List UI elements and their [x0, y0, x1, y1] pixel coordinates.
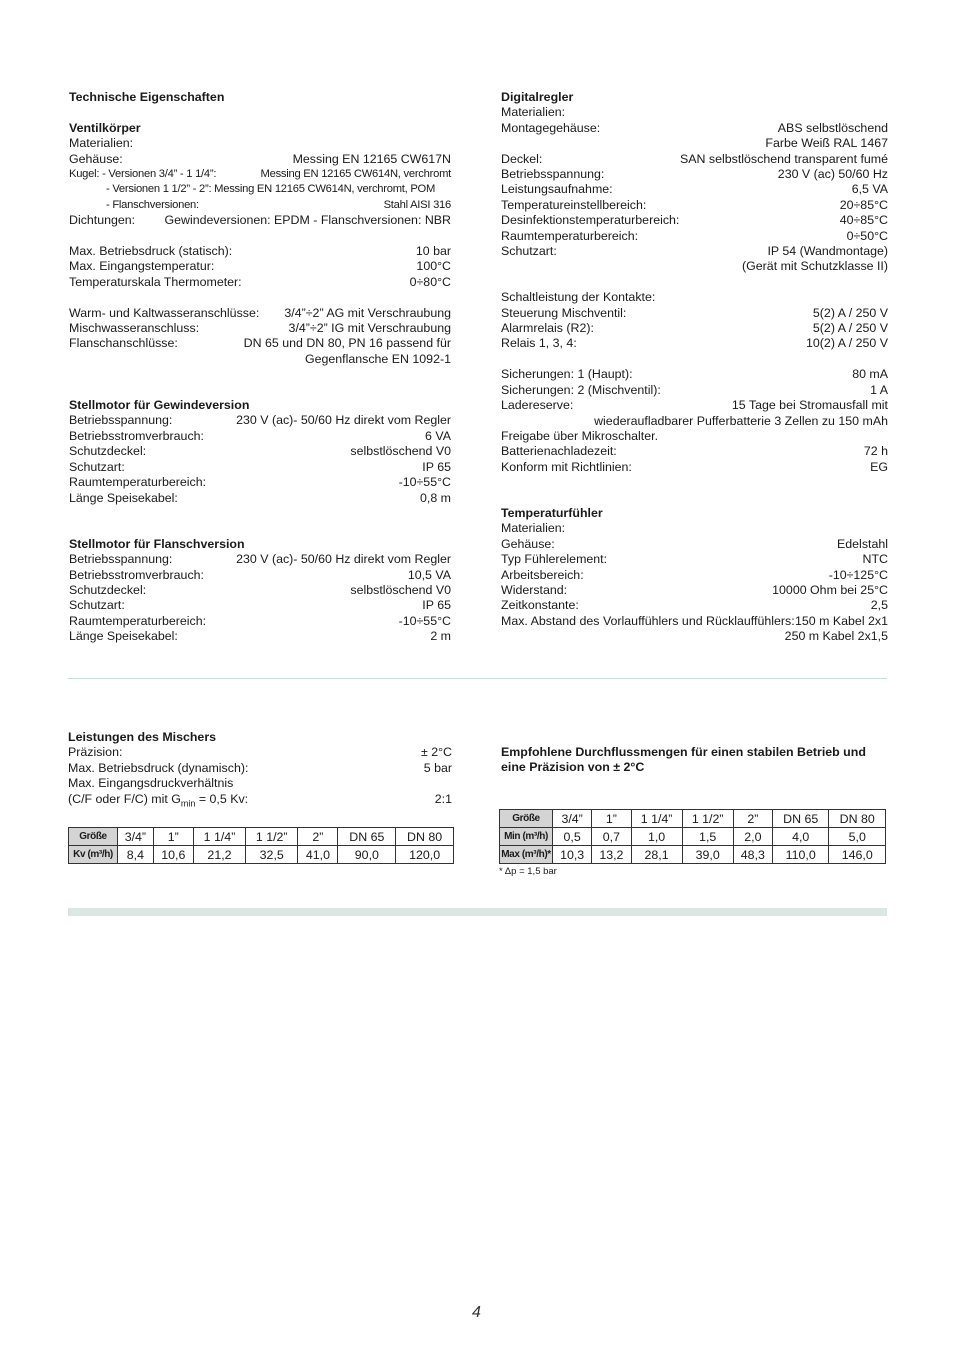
ventil-materials: Materialien:	[69, 136, 134, 151]
spec-continuation: Gegenflansche EN 1092-1	[304, 351, 451, 366]
spec-label: Raumtemperaturbereich:	[501, 228, 639, 243]
spec-row	[69, 598, 451, 613]
spec-label: Schutzart:	[69, 459, 125, 474]
spec-row: Montagegehäuse: ABS selbstlöschend	[501, 120, 888, 135]
table-cell: 5,0	[829, 828, 886, 846]
spec-value: IP 65	[422, 598, 451, 613]
spec-row	[501, 568, 888, 583]
regler-materials: Materialien:	[501, 105, 566, 120]
table-row	[500, 846, 886, 864]
table-cell: 28,1	[631, 846, 682, 864]
spec-label: Schutzart:	[69, 598, 125, 613]
spec-row	[69, 629, 451, 644]
spec-label: Widerstand:	[501, 582, 568, 597]
spec-value: 230 V (ac)- 50/60 Hz direkt vom Regler	[236, 413, 451, 428]
table-cell: 1 1/4”	[193, 828, 245, 846]
spec-label: Leistungsaufnahme:	[501, 182, 613, 197]
spec-row	[69, 491, 451, 506]
regler-rows	[501, 306, 888, 352]
table-cell: DN 65	[772, 810, 828, 828]
spec-row	[69, 444, 451, 459]
spec-row	[501, 383, 888, 398]
table-cell: 120,0	[396, 846, 454, 864]
spec-row: Warm- und Kaltwasseranschlüsse: 3/4”÷2” AG mit Verschraubung	[69, 305, 451, 320]
table-header-cell: Max (m³/h)*	[500, 846, 553, 864]
spec-value: 10,5 VA	[407, 567, 451, 582]
spec-label: Gehäuse:	[501, 536, 555, 551]
spec-label: Relais 1, 3, 4:	[501, 336, 577, 351]
spec-row: Flanschanschlüsse: DN 65 und DN 80, PN 16 passend für	[69, 336, 451, 351]
spec-row	[501, 152, 888, 167]
table-cell: 32,5	[246, 846, 298, 864]
table-row	[500, 828, 886, 846]
table-cell: 3/4”	[553, 810, 592, 828]
right-column	[501, 90, 888, 645]
spec-label: Ladereserve:	[501, 398, 574, 413]
spec-row	[501, 367, 888, 382]
table-cell: 2,0	[733, 828, 772, 846]
spec-row	[69, 429, 451, 444]
left-column	[69, 90, 451, 645]
divider-line	[68, 678, 887, 679]
motor-f-rows	[69, 552, 451, 644]
spec-row	[501, 321, 888, 336]
spec-row: Max. Betriebsdruck (dynamisch): 5 bar	[68, 760, 452, 775]
spec-value: IP 54 (Wandmontage)	[767, 244, 888, 259]
spec-row	[69, 460, 451, 475]
spec-value: selbstlöschend V0	[350, 444, 451, 459]
table-cell: 8,4	[118, 846, 154, 864]
perf-title: Leistungen des Mischers	[68, 730, 217, 744]
spec-row: Max. Abstand des Vorlauffühlers und Rücklauffühlers: 150 m Kabel 2x1	[501, 613, 888, 628]
flow-title: Empfohlene Durchflussmengen für einen stabilen Betrieb und eine Präzision von ± 2°C	[501, 745, 866, 775]
table-cell: 1 1/2”	[682, 810, 733, 828]
spec-value: 15 Tage bei Stromausfall mit	[731, 398, 888, 413]
spec-row: Gehäuse: Messing EN 12165 CW617N	[69, 151, 451, 166]
motor-g-rows	[69, 413, 451, 505]
table-header-cell: Min (m³/h)	[500, 828, 553, 846]
spec-value: selbstlöschend V0	[350, 582, 451, 597]
motor-f-title: Stellmotor für Flanschversion	[69, 536, 245, 551]
spec-value: 10000 Ohm bei 25°C	[772, 582, 888, 597]
table-cell: 21,2	[193, 846, 245, 864]
spec-value: -10÷55°C	[398, 475, 451, 490]
spec-label: Desinfektionstemperaturbereich:	[501, 213, 680, 228]
spec-label: Temperatureinstellbereich:	[501, 197, 647, 212]
table-cell: 10,3	[553, 846, 592, 864]
spec-row	[69, 413, 451, 428]
spec-value: 5(2) A / 250 V	[812, 321, 888, 336]
spec-value: 2,5	[870, 598, 888, 613]
spec-label: Sicherungen: 1 (Haupt):	[501, 367, 633, 382]
spec-label: Alarmrelais (R2):	[501, 321, 594, 336]
spec-row: Temperaturskala Thermometer: 0÷80°C	[69, 274, 451, 289]
table-cell: 1,0	[631, 828, 682, 846]
section-heading: Technische Eigenschaften	[69, 90, 225, 104]
regler-rows	[501, 152, 888, 260]
spec-value: 230 V (ac)- 50/60 Hz direkt vom Regler	[236, 552, 451, 567]
spec-label: Länge Speisekabel:	[69, 490, 178, 505]
table-cell: 110,0	[772, 846, 828, 864]
spec-value: 10(2) A / 250 V	[806, 336, 888, 351]
spec-label: Steuerung Mischventil:	[501, 305, 627, 320]
spec-value: 40÷85°C	[839, 213, 888, 228]
spec-row	[501, 306, 888, 321]
regler-rows	[501, 367, 888, 413]
page-number: 4	[472, 1304, 481, 1321]
spec-continuation: wiederaufladbarer Pufferbatterie 3 Zellen zu 150 mAh	[594, 413, 888, 428]
spec-label: Batterienachladezeit:	[501, 444, 617, 459]
spec-row	[501, 182, 888, 197]
spec-value: 1 A	[870, 382, 888, 397]
spec-value: 72 h	[863, 444, 888, 459]
fuehler-title: Temperaturfühler	[501, 505, 603, 520]
table-cell: 146,0	[829, 846, 886, 864]
spec-label: Betriebsspannung:	[69, 552, 173, 567]
spec-label: Konform mit Richtlinien:	[501, 459, 632, 474]
spec-value: 6,5 VA	[851, 182, 888, 197]
spec-value: 6 VA	[425, 428, 451, 443]
spec-value: NTC	[862, 552, 888, 567]
spec-label: Schutzdeckel:	[69, 444, 147, 459]
spec-value: 80 mA	[852, 367, 888, 382]
spec-row	[501, 198, 888, 213]
flow-table	[499, 809, 886, 864]
spec-continuation: (Gerät mit Schutzklasse II)	[742, 259, 888, 274]
table-cell: 0,7	[592, 828, 631, 846]
spec-label: Länge Speisekabel:	[69, 629, 178, 644]
spec-row	[501, 598, 888, 613]
fuehler-rows	[501, 537, 888, 614]
spec-row	[69, 614, 451, 629]
table-cell: 4,0	[772, 828, 828, 846]
spec-row: - Flanschversionen: Stahl AISI 316	[106, 198, 451, 211]
footnote: * Δp = 1,5 bar	[499, 866, 557, 877]
spec-label: Betriebsstromverbrauch:	[69, 567, 204, 582]
kontakte-label: Schaltleistung der Kontakte:	[501, 290, 656, 305]
performance-section	[68, 730, 452, 812]
spec-row: Max. Betriebsdruck (statisch): 10 bar	[69, 244, 451, 259]
spec-row: Kugel: - Versionen 3/4” - 1 1/4”: Messing EN 12165 CW614N, verchromt	[69, 168, 451, 181]
freigabe-text: Freigabe über Mikroschalter.	[501, 428, 659, 443]
spec-label: Betriebsstromverbrauch:	[69, 428, 204, 443]
spec-row	[501, 552, 888, 567]
table-cell: 1”	[592, 810, 631, 828]
spec-row	[501, 167, 888, 182]
spec-row	[69, 583, 451, 598]
spec-value: 0,8 m	[420, 490, 451, 505]
fuehler-materials: Materialien:	[501, 521, 566, 536]
spec-row	[501, 583, 888, 598]
spec-row	[501, 229, 888, 244]
spec-row: Mischwasseranschluss: 3/4”÷2” IG mit Verschraubung	[69, 321, 451, 336]
spec-value: -10÷125°C	[828, 567, 888, 582]
table-cell: DN 80	[829, 810, 886, 828]
spec-row: Präzision: ± 2°C	[68, 745, 452, 760]
spec-row	[501, 398, 888, 413]
spec-row	[501, 444, 888, 459]
regler-rows	[501, 444, 888, 475]
spec-label: Deckel:	[501, 151, 543, 166]
spec-label: Betriebsspannung:	[69, 413, 173, 428]
spec-row	[501, 460, 888, 475]
spec-label: Sicherungen: 2 (Mischventil):	[501, 382, 661, 397]
spec-label: Schutzdeckel:	[69, 582, 147, 597]
table-cell: 90,0	[338, 846, 396, 864]
table-cell: 10,6	[153, 846, 193, 864]
spec-value: IP 65	[422, 459, 451, 474]
table-header-cell: Größe	[69, 828, 118, 846]
ventil-title: Ventilkörper	[69, 120, 141, 135]
table-cell: DN 65	[338, 828, 396, 846]
spec-label: Raumtemperaturbereich:	[69, 475, 207, 490]
table-cell: 1 1/4”	[631, 810, 682, 828]
spec-row: - Versionen 1 1/2” - 2”: Messing EN 12165 CW614N, verchromt, POM	[106, 183, 436, 196]
spec-label: Typ Fühlerelement:	[501, 552, 608, 567]
kv-table	[68, 827, 454, 864]
spec-label: Zeitkonstante:	[501, 598, 579, 613]
spec-label: Arbeitsbereich:	[501, 567, 584, 582]
spec-value: SAN selbstlöschend transparent fumé	[680, 151, 888, 166]
spec-label: Schutzart:	[501, 244, 557, 259]
motor-g-title: Stellmotor für Gewindeversion	[69, 398, 250, 413]
spec-row	[69, 568, 451, 583]
table-cell: 1”	[153, 828, 193, 846]
spec-row	[501, 244, 888, 259]
spec-row	[69, 475, 451, 490]
table-cell: 13,2	[592, 846, 631, 864]
table-cell: DN 80	[396, 828, 454, 846]
spec-value: Edelstahl	[837, 536, 888, 551]
spec-label: Betriebsspannung:	[501, 167, 605, 182]
regler-title: Digitalregler	[501, 90, 574, 104]
table-cell: 0,5	[553, 828, 592, 846]
spec-value: 5(2) A / 250 V	[812, 305, 888, 320]
spec-value: 230 V (ac) 50/60 Hz	[777, 167, 888, 182]
table-row	[69, 828, 454, 846]
spec-row: Max. Eingangstemperatur: 100°C	[69, 259, 451, 274]
table-cell: 1 1/2”	[246, 828, 298, 846]
spec-value: 2 m	[430, 629, 451, 644]
table-cell: 48,3	[733, 846, 772, 864]
spec-row	[501, 336, 888, 351]
spec-value: -10÷55°C	[398, 613, 451, 628]
divider-bar	[68, 908, 887, 916]
spec-continuation: 250 m Kabel 2x1,5	[784, 629, 888, 644]
table-cell: 39,0	[682, 846, 733, 864]
table-cell: 41,0	[298, 846, 338, 864]
spec-value: 20÷85°C	[839, 197, 888, 212]
spec-row: Max. Eingangsdruckverhältnis	[68, 776, 234, 791]
spec-row: Dichtungen: Gewindeversionen: EPDM - Flanschversionen: NBR	[69, 213, 451, 228]
spec-value: 0÷50°C	[846, 228, 888, 243]
table-cell: 1,5	[682, 828, 733, 846]
table-row	[69, 846, 454, 864]
table-cell: 2”	[733, 810, 772, 828]
spec-row	[501, 537, 888, 552]
table-header-cell: Kv (m³/h)	[69, 846, 118, 864]
spec-row	[69, 552, 451, 567]
spec-value: EG	[870, 459, 888, 474]
spec-row	[501, 213, 888, 228]
table-row	[500, 810, 886, 828]
spec-row: (C/F oder F/C) mit $G_{min} = 0,5$ Kv: 2:1	[68, 791, 452, 809]
table-header-cell: Größe	[500, 810, 553, 828]
spec-label: Raumtemperaturbereich:	[69, 613, 207, 628]
spec-continuation: Farbe Weiß RAL 1467	[765, 136, 888, 151]
table-cell: 2”	[298, 828, 338, 846]
table-cell: 3/4”	[118, 828, 154, 846]
